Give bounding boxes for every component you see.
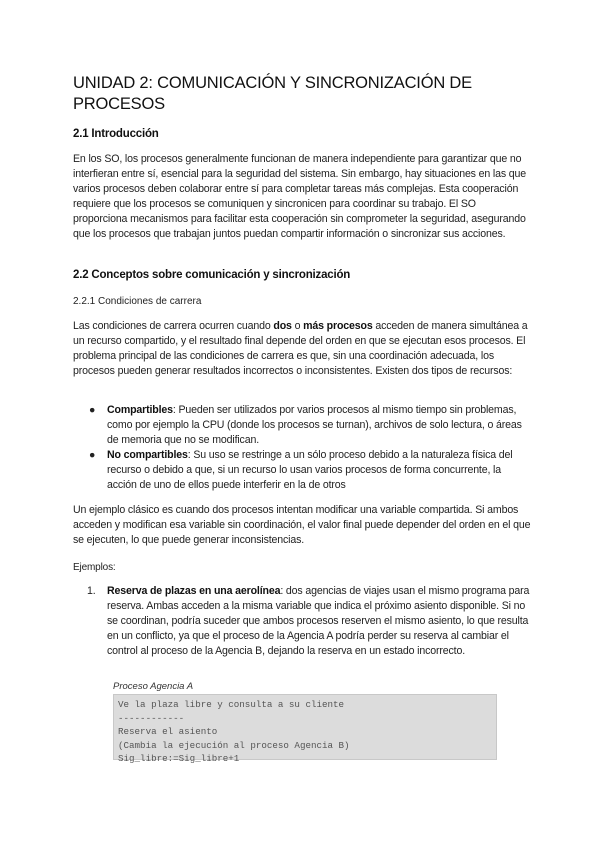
- bullet-term: No compartibles: [107, 449, 188, 462]
- intro-bold-dos: dos: [273, 320, 292, 332]
- bullet-text: : Pueden ser utilizados por varios procesos al mismo tiempo sin problemas, como por ejemplo la CPU (donde los procesos se turnan), archivos de solo lectura, o áreas de memoria que no se modifican.: [107, 404, 522, 447]
- list-item: [73, 403, 533, 448]
- code-line: ------------: [118, 712, 185, 724]
- code-block: [113, 694, 497, 765]
- example-term: Reserva de plazas en una aerolínea: [107, 585, 281, 597]
- section-heading-introduccion: 2.1 Introducción: [73, 128, 159, 140]
- list-item: [73, 448, 533, 493]
- bullet-icon: ●: [89, 404, 96, 416]
- list-item: [73, 584, 533, 659]
- section-heading-conceptos: 2.2 Conceptos sobre comunicación y sincronización: [73, 269, 351, 281]
- code-caption: Proceso Agencia A: [113, 681, 194, 692]
- subsection-heading-condiciones: 2.2.1 Condiciones de carrera: [73, 296, 202, 307]
- examples-list: [73, 584, 533, 659]
- race-conditions-paragraph: [73, 319, 531, 379]
- example-paragraph: Un ejemplo clásico es cuando dos procesos intentan modificar una variable compartida. Si ambos acceden y modifican esa variable sin coordinación, el valor final puede depender del orden en el que se ejecuten, lo que puede generar inconsistencias.: [73, 504, 531, 547]
- examples-label: Ejemplos:: [73, 562, 116, 573]
- code-line: Ve la plaza libre y consulta a su cliente: [118, 699, 345, 710]
- code-line: (Cambia la ejecución al proceso Agencia B): [118, 739, 350, 751]
- intro-text-2: o: [291, 320, 304, 332]
- code-line: Sig_libre:=Sig_libre+1: [118, 753, 240, 765]
- intro-bold-mas-procesos: más procesos: [303, 320, 373, 332]
- resource-types-list: [73, 403, 533, 494]
- page-title: UNIDAD 2: COMUNICACIÓN Y SINCRONIZACIÓN DE PROCESOS: [73, 74, 472, 113]
- list-number: 1.: [87, 585, 96, 597]
- intro-text-3: acceden de manera simultánea a un recurso compartido, y el resultado final depende del orden en que se ejecutan esos procesos. El problema principal de las condiciones de carrera es que, sin una coordinación adecuada, los procesos pueden generar resultados incorrectos o inconsistentes. Existen dos tipos de recursos:: [73, 320, 528, 378]
- code-line: Reserva el asiento: [118, 726, 218, 738]
- example-text: : dos agencias de viajes usan el mismo programa para reserva. Ambas acceden a la misma variable que indica el próximo asiento disponible. Si no se coordinan, podría suceder que ambos procesos reserven el mismo asiento, lo que resulta en un conflicto, ya que el proceso de la Agencia A podría perder su reserva al cambiar el control al proceso de la Agencia B, dejando la reserva en un estado incorrecto.: [107, 585, 530, 658]
- intro-paragraph: En los SO, los procesos generalmente funcionan de manera independiente para garantizar que no interfieran entre sí, esencial para la seguridad del sistema. Sin embargo, hay situaciones en las que varios procesos deben colaborar entre sí para completar tareas más complejas. Esta cooperación requiere que los procesos se comuniquen y sincronicen para coordinar su trabajo. El SO proporciona mecanismos para facilitar esta cooperación sin comprometer la seguridad, asegurando que los procesos que trabajan juntos puedan compartir información o sincronizar sus acciones.: [73, 153, 527, 241]
- bullet-icon: ●: [89, 449, 96, 462]
- intro-text-1: Las condiciones de carrera ocurren cuando: [73, 320, 274, 332]
- bullet-term: Compartibles: [107, 404, 173, 416]
- bullet-text: : Su uso se restringe a un sólo proceso debido a la naturaleza física del recurso o debido a que, si un recurso lo usan varios procesos de forma concurrente, la acción de uno de ellos puede interferir en la de otros: [107, 449, 513, 492]
